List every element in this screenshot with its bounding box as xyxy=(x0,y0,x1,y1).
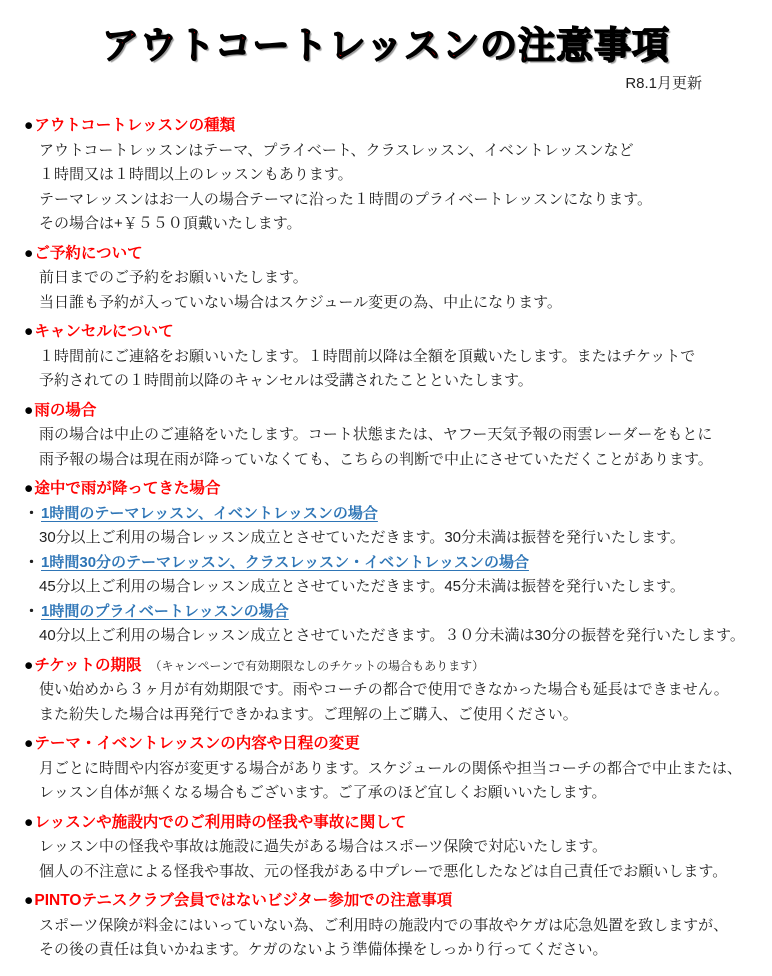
section-ticket-expiry xyxy=(24,654,750,728)
paragraph-line: １時間前にご連絡をお願いいたします。１時間前以降は全額を頂戴いたします。またはチケットで xyxy=(39,347,696,365)
bullet-icon: ● xyxy=(24,323,34,341)
section-heading: ご予約について xyxy=(34,244,143,262)
paragraph-line: 月ごとに時間や内容が変更する場合があります。スケジュールの関係や担当コーチの都合で中止または、 xyxy=(39,759,742,777)
section-heading: チケットの期限 xyxy=(34,656,142,674)
section-heading: アウトコートレッスンの種類 xyxy=(34,117,236,135)
paragraph-line: テーマレッスンはお一人の場合テーマに沿った１時間のプライベートレッスンになります。 xyxy=(39,190,653,208)
case-heading-row xyxy=(24,502,750,527)
section-reservation xyxy=(24,242,750,316)
section-heading-row xyxy=(24,889,750,914)
section-schedule-changes xyxy=(24,732,750,806)
section-heading: 途中で雨が降ってきた場合 xyxy=(34,480,221,498)
paragraph-line: 30分以上ご利用の場合レッスン成立とさせていただきます。30分未満は振替を発行いたします。 xyxy=(39,529,685,547)
paragraph-line: スポーツ保険が料金にはいっていない為、ご利用時の施設内での事故やケガは応急処置を致しますが、 xyxy=(39,916,729,934)
section-body xyxy=(24,139,750,237)
section-body xyxy=(24,835,750,884)
paragraph-line: 雨予報の場合は現在雨が降っていなくても、こちらの判断で中止にさせていただくことがあります。 xyxy=(39,450,713,468)
paragraph-line: 当日誰も予約が入っていない場合はスケジュール変更の為、中止になります。 xyxy=(39,293,562,311)
paragraph-line: また紛失した場合は再発行できかねます。ご理解の上ご購入、ご使用ください。 xyxy=(39,705,578,723)
section-heading-row xyxy=(24,477,750,502)
section-body xyxy=(24,914,750,963)
section-heading-row xyxy=(24,114,750,139)
paragraph-line: レッスン中の怪我や事故は施設に過失がある場合はスポーツ保険で対応いたします。 xyxy=(39,838,608,856)
dot-bullet-icon: ・ xyxy=(24,602,40,620)
section-lesson-types xyxy=(24,114,750,237)
section-body xyxy=(24,757,750,806)
section-rain-during-lesson xyxy=(24,477,750,649)
bullet-icon: ● xyxy=(24,656,34,674)
bullet-icon: ● xyxy=(24,813,34,831)
case-body xyxy=(24,575,750,600)
section-cancellation xyxy=(24,320,750,394)
bullet-icon: ● xyxy=(24,244,34,262)
paragraph-line: レッスン自体が無くなる場合もございます。ご了承のほど宜しくお願いいたします。 xyxy=(39,784,607,802)
paragraph-line: その後の責任は負いかねます。ケガのないよう準備体操をしっかり行ってください。 xyxy=(39,941,608,959)
section-heading-row xyxy=(24,399,750,424)
section-heading: キャンセルについて xyxy=(34,323,174,341)
section-body xyxy=(24,266,750,315)
paragraph-line: 前日までのご予約をお願いいたします。 xyxy=(39,269,308,287)
bullet-icon: ● xyxy=(24,480,34,498)
updated-date: R8.1月更新 xyxy=(625,75,702,93)
section-heading: テーマ・イベントレッスンの内容や日程の変更 xyxy=(34,735,360,753)
section-heading-row xyxy=(24,654,750,679)
section-heading: レッスンや施設内でのご利用時の怪我や事故に関して xyxy=(34,813,407,831)
page-title: アウトコートレッスンの注意事項 xyxy=(101,25,671,66)
paragraph-line: その場合は+￥５５０頂戴いたします。 xyxy=(39,215,302,233)
paragraph-line: 40分以上ご利用の場合レッスン成立とさせていただきます。３０分未満は30分の振替を発行いたします。 xyxy=(39,627,745,645)
paragraph-line: アウトコートレッスンはテーマ、プライベート、クラスレッスン、イベントレッスンなど xyxy=(39,141,634,159)
section-heading-note: （キャンペーンで有効期限なしのチケットの場合もあります） xyxy=(149,658,485,673)
paragraph-line: 個人の不注意による怪我や事故、元の怪我がある中プレーで悪化したなどは自己責任でお願いします。 xyxy=(39,862,728,880)
section-body xyxy=(24,345,750,394)
case-heading-row xyxy=(24,551,750,576)
paragraph-line: 使い始めから３ヶ月が有効期限です。雨やコーチの都合で使用できなかった場合も延長はできません。 xyxy=(39,681,729,699)
case-link-private-1h: 1時間のプライベートレッスンの場合 xyxy=(41,602,289,620)
section-heading-row xyxy=(24,242,750,267)
section-heading: 雨の場合 xyxy=(34,401,97,419)
section-visitor-notice xyxy=(24,889,750,963)
paragraph-line: 雨の場合は中止のご連絡をいたします。コート状態または、ヤフー天気予報の雨雲レーダーをもとに xyxy=(39,426,713,444)
paragraph-line: １時間又は１時間以上のレッスンもあります。 xyxy=(39,166,353,184)
paragraph-line: 予約されての１時間前以降のキャンセルは受講されたことといたします。 xyxy=(39,372,533,390)
case-body xyxy=(24,526,750,551)
case-link-theme-event-1h: 1時間のテーマレッスン、イベントレッスンの場合 xyxy=(41,504,378,522)
paragraph-line: 45分以上ご利用の場合レッスン成立とさせていただきます。45分未満は振替を発行いたします。 xyxy=(39,578,685,596)
section-body xyxy=(24,423,750,472)
dot-bullet-icon: ・ xyxy=(24,504,40,522)
section-heading: PINTOテニスクラブ会員ではないビジター参加での注意事項 xyxy=(34,892,453,910)
section-heading-row xyxy=(24,320,750,345)
case-body xyxy=(24,624,750,649)
section-heading-row xyxy=(24,811,750,836)
bullet-icon: ● xyxy=(24,117,34,135)
bullet-icon: ● xyxy=(24,735,34,753)
case-link-theme-class-event-90m: 1時間30分のテーマレッスン、クラスレッスン・イベントレッスンの場合 xyxy=(41,553,529,571)
bullet-icon: ● xyxy=(24,892,34,910)
bullet-icon: ● xyxy=(24,401,34,419)
dot-bullet-icon: ・ xyxy=(24,553,40,571)
section-injury-accident xyxy=(24,811,750,885)
notice-body xyxy=(0,93,772,963)
section-heading-row xyxy=(24,732,750,757)
case-heading-row xyxy=(24,600,750,625)
section-rain xyxy=(24,399,750,473)
section-body xyxy=(24,678,750,727)
